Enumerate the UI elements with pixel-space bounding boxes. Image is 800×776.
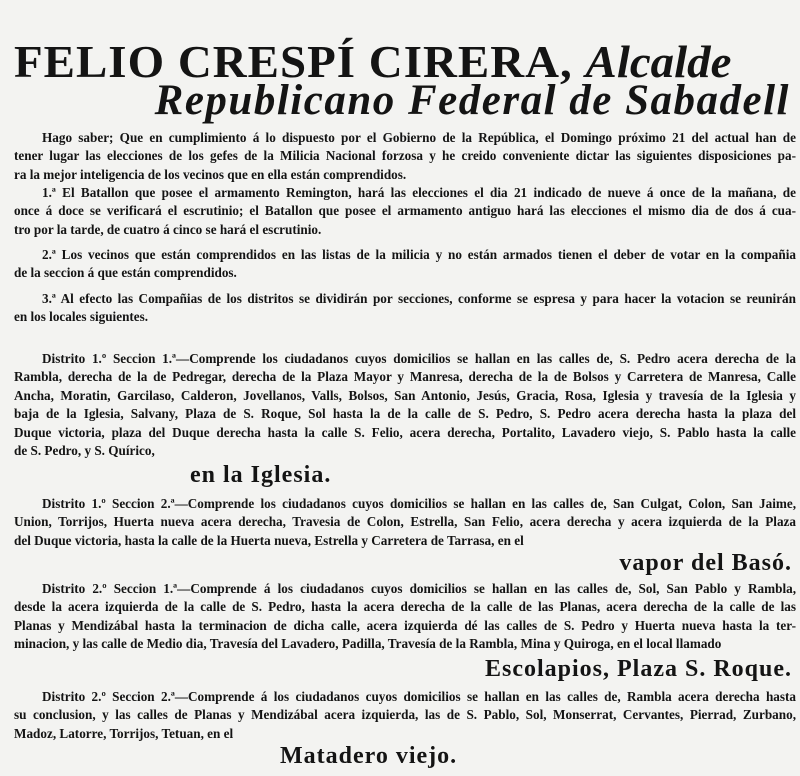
text-line: 2.ª Los vecinos que están comprendidos en las listas de la milicia y no están armados tienen el deber de votar en la compañia: [42, 247, 796, 262]
text-line: Distrito 2.º Seccion 2.ª—Comprende á los ciudadanos cuyos domicilios se hallan en las calles de, Rambla acera derecha hasta: [42, 689, 796, 704]
polling-place-4: Matadero viejo.: [280, 743, 458, 769]
text-line: 3.ª Al efecto las Compañias de los distritos se dividirán por secciones, conforme se espresa y para hacer la votacion se reunirán: [42, 291, 796, 306]
text-line: de la seccion á que están comprendidos.: [14, 265, 237, 281]
article-2: [14, 246, 796, 283]
text-line: del Duque victoria, hasta la calle de la Huerta nueva, Estrella y Carretera de Tarrasa, en el: [14, 532, 524, 548]
text-line: desde la acera izquierda de la calle de S. Pedro, hasta la acera derecha de la calle de las Planas, acera derecha de la calle de las: [14, 599, 796, 615]
text-line: Distrito 1.º Seccion 2.ª—Comprende los ciudadanos cuyos domicilios se hallan en las calles de, San Culgat, Colon, San Jaime,: [42, 496, 796, 511]
district-1-section-1: [14, 350, 796, 460]
article-1: [14, 184, 796, 239]
text-line: Distrito 1.º Seccion 1.ª—Comprende los ciudadanos cuyos domicilios se hallan en las calles de, S. Pedro acera derecha de la: [42, 351, 796, 366]
text-line: 1.ª El Batallon que posee el armamento Remington, hará las elecciones el dia 21 indicado de nueve á once de la mañana, de: [42, 185, 796, 200]
text-line: once á doce se verificará el escrutinio; el Batallon que posee el armamento antiguo hará las elecciones el mismo dia de dos á cua-: [14, 203, 796, 219]
district-1-section-2: [14, 495, 796, 550]
text-line: ra la mejor inteligencia de los vecinos que en ella están comprendidos.: [14, 166, 407, 182]
text-line: en los locales siguientes.: [14, 309, 149, 325]
mayor-role: Alcalde: [585, 36, 732, 87]
text-line: Hago saber; Que en cumplimiento á lo dispuesto por el Gobierno de la República, el Domingo próximo 21 del actual han de: [42, 130, 796, 145]
polling-place-3: Escolapios, Plaza S. Roque.: [484, 656, 792, 682]
text-line: Duque victoria, plaza del Duque derecha hasta la calle S. Felio, acera derecha, Portalito, Lavadero viejo, S. Pablo hasta la calle: [14, 424, 796, 440]
text-line: tro por la tarde, de cuatro á cinco se hará el escrutinio.: [14, 221, 322, 237]
text-line: su conclusion, y las calles de Planas y Mendizábal acera izquierda, las de S. Pablo, Sol, Monserrat, Cervantes, Pierrad, Zurbano,: [14, 707, 796, 723]
text-line: Union, Torrijos, Huerta nueva acera derecha, Travesia de Colon, Estrella, San Felio, acera derecha y acera izquierda de la Plaza: [14, 514, 796, 530]
text-line: Ancha, Moratin, Garcilaso, Calderon, Jovellanos, Valls, Bolsos, San Antonio, Jesús, Gracia, Rosa, Iglesia y travesía de la Iglesia y: [14, 387, 796, 403]
text-line: tener lugar las elecciones de los gefes de la Milicia Nacional forzosa y he creido conveniente dictar las siguientes disposiciones pa-: [14, 148, 796, 164]
text-line: minacion, y las calle de Medio dia, Travesía del Lavadero, Padilla, Travesía de la Rambla, Mina y Quiroga, en el local llamado: [14, 636, 722, 652]
title-subtitle: Republicano Federal de Sabadell: [154, 77, 790, 124]
text-line: de S. Pedro, y S. Quírico,: [14, 443, 155, 459]
text-line: Rambla, derecha de la de Pedregar, derecha de la Plaza Mayor y Manresa, derecha de la de Bolsos y Carretera de Manresa, Calle: [14, 369, 796, 385]
mayor-name: FELIO CRESPÍ CIRERA,: [14, 36, 573, 87]
district-2-section-1: [14, 580, 796, 654]
text-line: baja de la Iglesia, Salvany, Plaza de S. Roque, Sol hasta la de la calle de S. Pedro, S. Pedro acera derecha hasta la plaza del: [14, 406, 796, 422]
text-line: Madoz, Latorre, Torrijos, Tetuan, en el: [14, 725, 234, 741]
article-3: [14, 290, 796, 327]
polling-place-1: en la Iglesia.: [190, 462, 332, 488]
district-2-section-2: [14, 688, 796, 743]
polling-place-2: vapor del Basó.: [619, 550, 792, 576]
text-line: Planas y Mendizábal hasta la terminacion de dicha calle, acera izquierda dé las calles de S. Pedro y Huerta nueva hasta la ter-: [14, 617, 796, 633]
text-line: Distrito 2.º Seccion 1.ª—Comprende á los ciudadanos cuyos domicilios se hallan en las calles de, Sol, San Pablo y Rambla,: [42, 581, 796, 596]
intro-paragraph: [14, 129, 796, 184]
